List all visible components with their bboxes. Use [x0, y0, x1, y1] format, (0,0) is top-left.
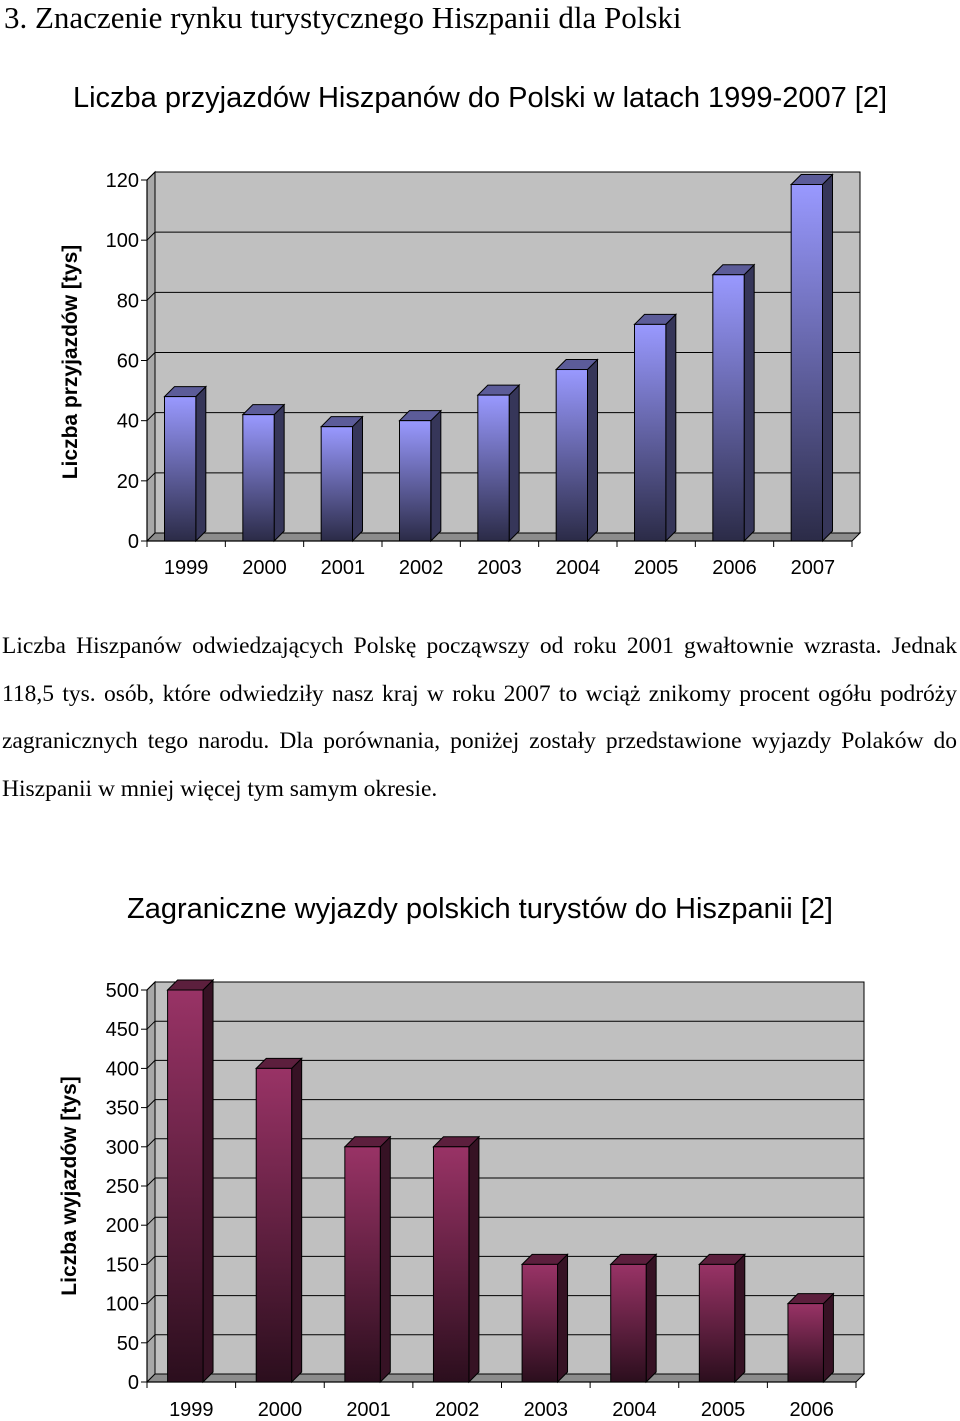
y-tick-label: 60 — [116, 350, 139, 373]
bar-front-face — [699, 1264, 734, 1382]
chart1-title: Liczba przyjazdów Hiszpanów do Polski w latach 1999-2007 [2] — [72, 82, 888, 114]
y-tick-label: 40 — [116, 410, 139, 433]
x-tick-label: 2004 — [555, 557, 601, 579]
y-tick-label: 80 — [116, 290, 139, 313]
bar-side-face — [823, 1294, 833, 1382]
bar-front-face — [522, 1264, 557, 1382]
section-heading: 3. Znaczenie rynku turystycznego Hiszpanii dla Polski — [4, 0, 682, 35]
bar-front-face — [168, 990, 203, 1382]
bar-side-face — [203, 980, 213, 1382]
bar-2005 — [699, 1254, 744, 1382]
bar-front-face — [345, 1147, 380, 1382]
bar-2006 — [788, 1294, 833, 1382]
x-tick-label: 2002 — [434, 1399, 480, 1421]
y-tick-label: 50 — [116, 1332, 139, 1355]
y-tick-label: 250 — [105, 1176, 139, 1198]
x-tick-label: 2005 — [633, 557, 679, 579]
chart2-title: Zagraniczne wyjazdy polskich turystów do Hiszpanii [2] — [127, 893, 833, 925]
y-tick-label: 0 — [127, 1372, 139, 1394]
y-tick-label: 200 — [105, 1215, 139, 1238]
x-tick-label: 2000 — [242, 557, 287, 579]
y-tick-label: 350 — [105, 1097, 139, 1120]
x-tick-label: 1999 — [163, 557, 209, 579]
body-paragraph: Liczba Hiszpanów odwiedzających Polskę począwszy od roku 2001 gwałtownie wzrasta. Jednak 118,5 tys. osób, które odwiedziły nasz kraj w roku 2007 to wciąż znikomy procent ogółu podróży zagranicznych tego narodu. Dla porównania, poniżej zostały przedstawione wyjazdy Polaków do Hiszpanii w mniej więcej tym samym okresie. — [2, 633, 957, 802]
x-tick-label: 2001 — [320, 557, 366, 579]
x-tick-label: 2004 — [612, 1399, 657, 1421]
plot-floor — [147, 1374, 864, 1382]
y-tick-label: 0 — [127, 531, 139, 553]
x-tick-label: 2006 — [712, 557, 757, 579]
x-tick-label: 2007 — [790, 557, 836, 579]
y-tick-label: 100 — [105, 230, 139, 253]
x-tick-label: 2001 — [346, 1399, 391, 1421]
x-tick-label: 2000 — [257, 1399, 303, 1421]
bar-2000 — [256, 1058, 301, 1382]
x-tick-label: 2002 — [398, 557, 444, 579]
bar-side-face — [735, 1254, 745, 1382]
y-tick-label: 450 — [105, 1019, 139, 1042]
bar-side-face — [558, 1254, 568, 1382]
bar-front-face — [256, 1068, 291, 1382]
x-tick-label: 2006 — [789, 1399, 834, 1421]
bar-front-face — [788, 1304, 823, 1382]
bar-side-face — [469, 1137, 479, 1382]
y-tick-label: 400 — [105, 1058, 139, 1081]
bar-front-face — [611, 1264, 646, 1382]
y-axis-label: Liczba wyjazdów [tys] — [58, 1076, 81, 1296]
y-tick-label: 150 — [105, 1254, 139, 1277]
y-tick-label: 120 — [105, 170, 139, 192]
y-axis-label: Liczba przyjazdów [tys] — [59, 244, 82, 480]
bar-2004 — [611, 1254, 656, 1382]
bar-side-face — [646, 1254, 656, 1382]
x-tick-label: 2003 — [477, 557, 522, 579]
x-tick-label: 2005 — [700, 1399, 746, 1421]
bar-1999 — [168, 980, 213, 1382]
bar-2003 — [522, 1254, 567, 1382]
x-tick-label: 1999 — [169, 1399, 214, 1421]
bar-side-face — [380, 1137, 390, 1382]
y-tick-label: 100 — [105, 1293, 139, 1316]
y-tick-label: 300 — [105, 1136, 139, 1159]
x-tick-label: 2003 — [523, 1399, 569, 1421]
bar-2001 — [345, 1137, 390, 1382]
bar-side-face — [292, 1058, 302, 1382]
bar-front-face — [433, 1147, 468, 1382]
y-tick-label: 500 — [105, 980, 139, 1002]
bar-2002 — [433, 1137, 478, 1382]
y-tick-label: 20 — [116, 470, 139, 493]
